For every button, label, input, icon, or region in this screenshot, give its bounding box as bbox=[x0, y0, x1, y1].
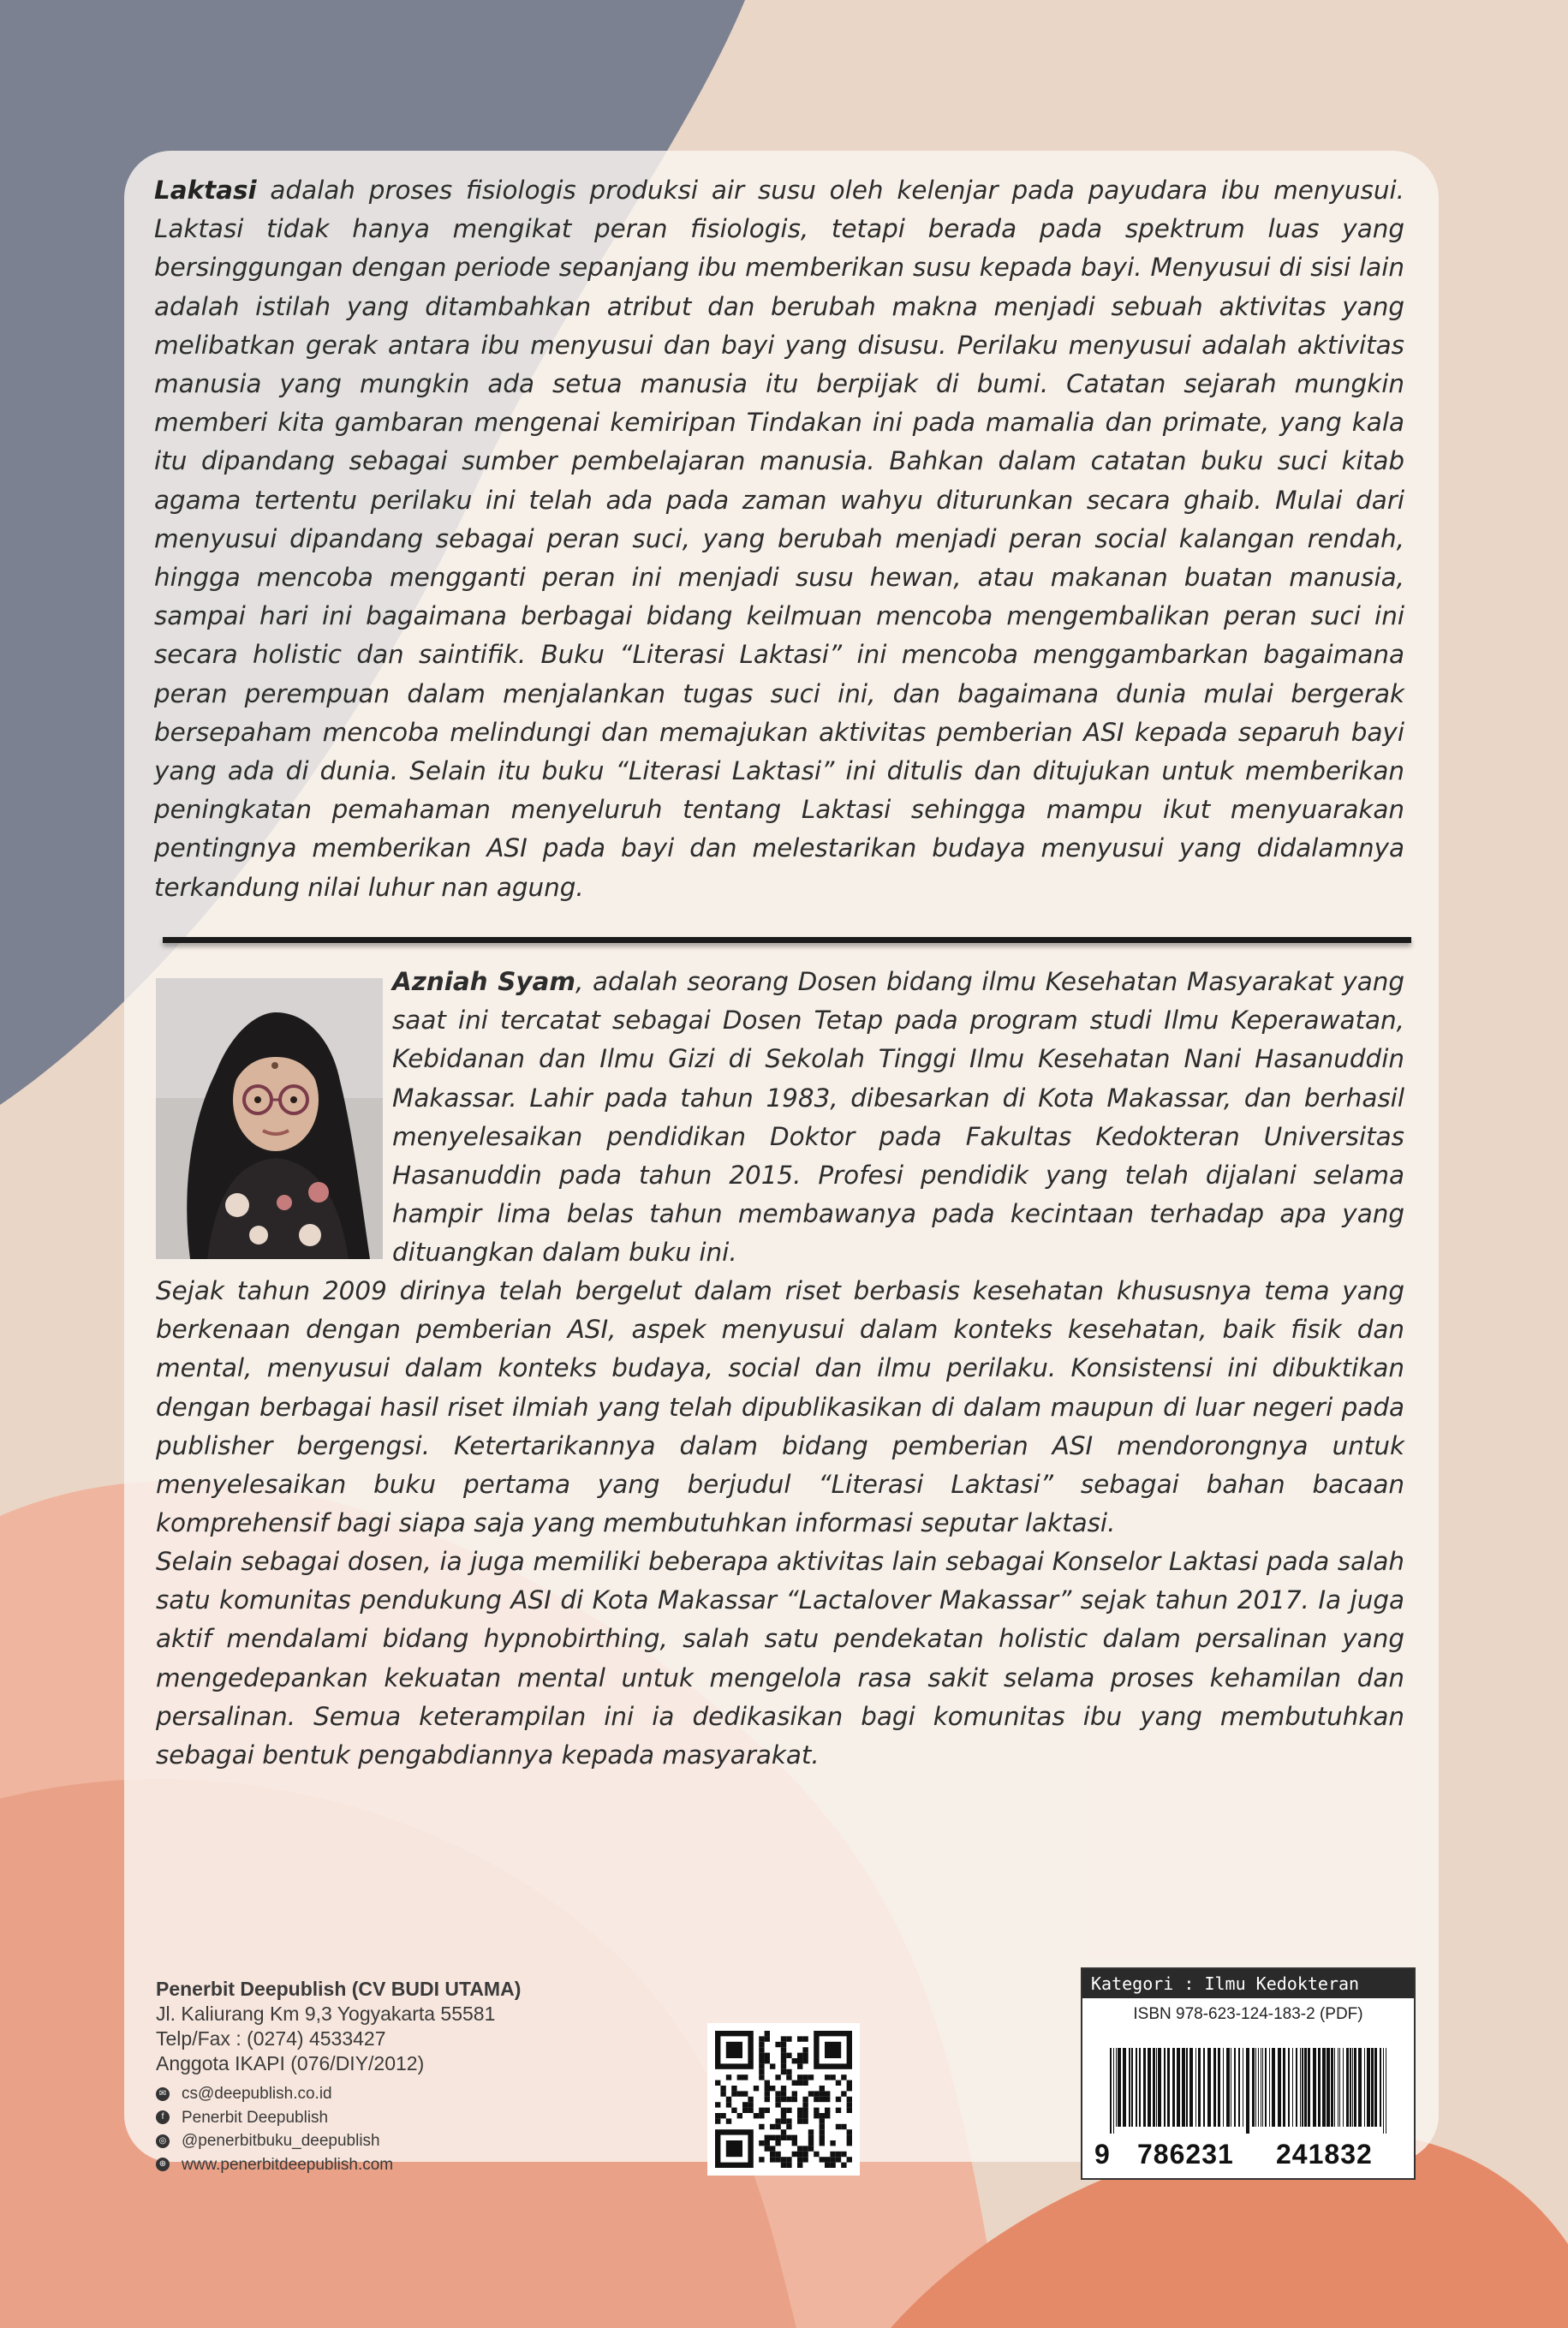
author-bio-paragraph-1 bbox=[392, 963, 1404, 1273]
barcode-icon bbox=[1110, 2048, 1392, 2134]
contact-instagram[interactable] bbox=[156, 2129, 393, 2153]
author-bio-paragraph-2: Sejak tahun 2009 dirinya telah bergelut dalam riset berbasis kesehatan khususnya tema yang berkenaan dengan pemberian ASI, aspek menyusui dalam konteks kesehatan, baik fisik dan mental, menyusui dalam konteks budaya, social dan ilmu perilaku. Konsistensi ini dibuktikan dengan berbagai hasil riset ilmiah yang telah dipublikasikan di dalam maupun di luar negeri pada publisher bergengsi. Ketertarikannya dalam bidang pemberian ASI mendorongnya untuk menyelesaikan buku pertama yang berjudul “Literasi Laktasi” sebagai bahan bacaan komprehensif bagi siapa saja yang membutuhkan informasi seputar laktasi. bbox=[156, 1276, 1404, 1538]
author-name: Azniah Syam bbox=[392, 967, 575, 996]
blurb-text: adalah proses fisiologis produksi air susu oleh kelenjar pada payudara ibu menyusui. Laktasi tidak hanya mengikat peran fisiologis, tetapi berada pada spektrum luas yang bersinggungan dengan periode sepanjang ibu memberikan susu kepada bayi. Menyusui di sisi lain adalah istilah yang ditambahkan atribut dan berubah makna menjadi sebuah aktivitas yang melibatkan gerak antara ibu menyusui dan bayi yang disusu. Perilaku menyusui adalah aktivitas manusia yang mungkin ada setua manusia itu berpijak di bumi. Catatan sejarah mungkin memberi kita gambaran mengenai kemiripan Tindakan ini pada mamalia dan primate, yang kala itu dipandang sebagai sumber pembelajaran manusia. Bahkan dalam catatan buku suci kitab agama tertentu perilaku ini telah ada pada zaman wahyu diturunkan secara ghaib. Mulai dari menyusui dipandang sebagai peran suci, yang berubah menjadi peran social kalangan rendah, hingga mencoba mengganti peran ini menjadi susu hewan, atau makanan buatan manusia, sampai hari ini bagaimana berbagai bidang keilmuan mencoba mengembalikan peran suci ini secara holistic dan saintifik. Buku “Literasi Laktasi” ini mencoba menggambarkan bagaimana peran perempuan dalam menjalankan tugas suci ini, dan bagaimana dunia mulai bergerak bersepaham mencoba melindungi dan memajukan aktivitas pemberian ASI kepada separuh bayi yang ada di dunia. Selain itu buku “Literasi Laktasi” ini ditulis dan ditujukan untuk memberikan peningkatan pemahaman menyeluruh tentang Laktasi sehingga mampu ikut menyuarakan pentingnya memberikan ASI pada bayi dan melestarikan budaya menyusui yang didalamnya terkandung nilai luhur nan agung. bbox=[154, 176, 1404, 902]
barcode-digit-first: 9 bbox=[1094, 2139, 1110, 2170]
publisher-name: Penerbit Deepublish (CV BUDI UTAMA) bbox=[156, 1978, 522, 2000]
isbn-barcode-box bbox=[1081, 1967, 1416, 2180]
publisher-contacts bbox=[156, 2082, 393, 2176]
author-bio-text-1: , adalah seorang Dosen bidang ilmu Kesehatan Masyarakat yang saat ini tercatat sebagai Dosen Tetap pada program studi Ilmu Keperawatan, Kebidanan dan Ilmu Gizi di Sekolah Tinggi Ilmu Kesehatan Nani Hasanuddin Makassar. Lahir pada tahun 1983, dibesarkan di Kota Makassar, dan berhasil menyelesaikan pendidikan Doktor pada Fakultas Kedokteran Universitas Hasanuddin pada tahun 2015. Profesi pendidik yang telah dijalani selama hampir lima belas tahun membawanya pada kecintaan terhadap apa yang dituangkan dalam buku ini. bbox=[392, 967, 1405, 1268]
blurb-lead-term: Laktasi bbox=[154, 176, 257, 205]
qr-code[interactable] bbox=[707, 2023, 860, 2176]
author-photo bbox=[156, 978, 383, 1259]
email-icon: ✉ bbox=[156, 2087, 170, 2101]
instagram-icon: ◎ bbox=[156, 2134, 170, 2148]
category-label: Kategori : Ilmu Kedokteran bbox=[1082, 1969, 1414, 1998]
publisher-info bbox=[156, 1977, 635, 2076]
contact-instagram-text: @penerbitbuku_deepublish bbox=[182, 2132, 380, 2150]
contact-email[interactable] bbox=[156, 2082, 393, 2106]
section-divider bbox=[163, 937, 1411, 943]
contact-facebook[interactable] bbox=[156, 2106, 393, 2130]
publisher-membership: Anggota IKAPI (076/DIY/2012) bbox=[156, 2052, 425, 2074]
book-blurb bbox=[154, 171, 1404, 907]
publisher-address: Jl. Kaliurang Km 9,3 Yogyakarta 55581 bbox=[156, 2003, 496, 2025]
contact-website[interactable] bbox=[156, 2153, 393, 2177]
globe-icon: ⊕ bbox=[156, 2158, 170, 2171]
contact-website-text: www.penerbitdeepublish.com bbox=[182, 2155, 394, 2174]
facebook-icon: f bbox=[156, 2110, 170, 2124]
publisher-phone: Telp/Fax : (0274) 4533427 bbox=[156, 2027, 386, 2050]
barcode-digits-right: 241832 bbox=[1276, 2139, 1373, 2170]
contact-email-text: cs@deepublish.co.id bbox=[182, 2085, 332, 2103]
contact-facebook-text: Penerbit Deepublish bbox=[182, 2108, 329, 2127]
author-bio-paragraph-3: Selain sebagai dosen, ia juga memiliki beberapa aktivitas lain sebagai Konselor Laktasi pada salah satu komunitas pendukung ASI di Kota Makassar “Lactalover Makassar” sejak tahun 2017. Ia juga aktif mendalami bidang hypnobirthing, salah satu pendekatan holistic dalam persalinan yang mengedepankan kekuatan mental untuk mengelola rasa sakit selama proses kehamilan dan persalinan. Semua keterampilan ini ia dedikasikan bagi komunitas ibu yang membutuhkan sebagai bentuk pengabdiannya kepada masyarakat. bbox=[156, 1547, 1404, 1770]
barcode-digits-left: 786231 bbox=[1137, 2139, 1234, 2170]
isbn-text: ISBN 978-623-124-183-2 (PDF) bbox=[1133, 2005, 1363, 2023]
